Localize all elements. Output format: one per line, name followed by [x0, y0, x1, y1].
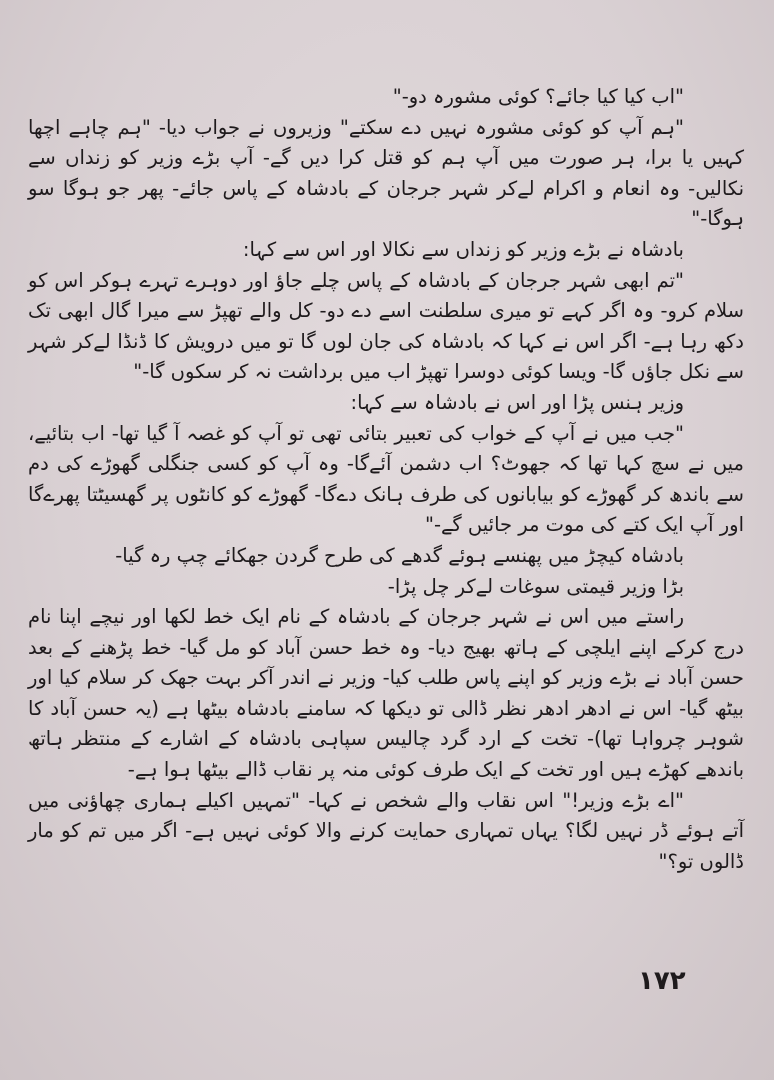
paragraph-7: بادشاہ کیچڑ میں پھنسے ہوئے گدھے کی طرح گردن جھکائے چپ رہ گیا- — [115, 543, 684, 567]
paragraph-6: "جب میں نے آپ کے خواب کی تعبیر بتائی تھی تو آپ کو غصہ آ گیا تھا- اب بتائیے، میں نے سچ کہا تھا کہ جھوٹ؟ اب دشمن آئےگا- وہ آپ کو کسی جنگلی گھوڑے کی دم سے باندھ کر گھوڑے کو بیابانوں کی طرف ہانک دےگا- گھوڑے کو کانٹوں پر گھسیٹتا پھرےگا اور آپ ایک کتے کی موت مر جائیں گے-" — [28, 421, 744, 537]
paragraph-9: راستے میں اس نے شہر جرجان کے بادشاہ کے نام ایک خط لکھا اور نیچے اپنا نام درج کرکے اپنے ایلچی کے ہاتھ بھیج دیا- وہ خط حسن آباد کو مل گیا- خط پڑھنے کے بعد حسن آباد نے بڑے وزیر کو اپنے پاس طلب کیا- وزیر نے اندر آکر بہت جھک کر سلام کیا اور بیٹھ گیا- اس نے ادھر ادھر نظر ڈالی تو دیکھا کہ سامنے بادشاہ بیٹھا ہے (یہ حسن آباد کا شوہر چرواہا تھا)- تخت کے ارد گرد چالیس سپاہی بادشاہ کے اشارے کے منتظر ہاتھ باندھے کھڑے ہیں اور تخت کے ایک طرف کوئی منہ پر نقاب ڈالے بیٹھا ہوا ہے- — [28, 605, 744, 782]
paragraph-8: بڑا وزیر قیمتی سوغات لےکر چل پڑا- — [387, 574, 684, 598]
paragraph-4: "تم ابھی شہر جرجان کے بادشاہ کے پاس چلے جاؤ اور دوہرے تہرے ہوکر اس کو سلام کرو- وہ اگر کہے تو میری سلطنت اسے دے دو- کل والے تھپڑ سے میرا گال ابھی تک دکھ رہا ہے- اگر اس نے کہا کہ بادشاہ کی جان لوں گا تو میں درویش کا ڈنڈا لےکر شہر سے نکل جاؤں گا- ویسا کوئی دوسرا تھپڑ اب میں برداشت نہ کر سکوں گا-" — [28, 268, 744, 384]
paragraph-5: وزیر ہنس پڑا اور اس نے بادشاہ سے کہا: — [350, 390, 684, 414]
paragraph-2: "ہم آپ کو کوئی مشورہ نہیں دے سکتے" وزیروں نے جواب دیا- "ہم چاہے اچھا کہیں یا برا، ہر صورت میں آپ ہم کو قتل کرا دیں گے- آپ بڑے وزیر کو زنداں سے نکالیں- وہ انعام و اکرام لےکر شہر جرجان کے بادشاہ کے پاس جائے- پھر جو ہوگا سو ہوگا-" — [28, 115, 744, 231]
paragraph-3: بادشاہ نے بڑے وزیر کو زنداں سے نکالا اور اس سے کہا: — [242, 237, 684, 261]
paragraph-1: "اب کیا کیا جائے؟ کوئی مشورہ دو-" — [392, 85, 684, 108]
paragraph-10: "اے بڑے وزیر!" اس نقاب والے شخص نے کہا- "تمہیں اکیلے ہماری چھاؤنی میں آتے ہوئے ڈر نہیں لگا؟ یہاں تمہاری حمایت کرنے والا کوئی نہیں ہے- اگر میں تم کو مار ڈالوں تو؟" — [28, 788, 744, 873]
page-body-text — [28, 82, 744, 877]
page-number: ۱۷۲ — [638, 966, 686, 996]
